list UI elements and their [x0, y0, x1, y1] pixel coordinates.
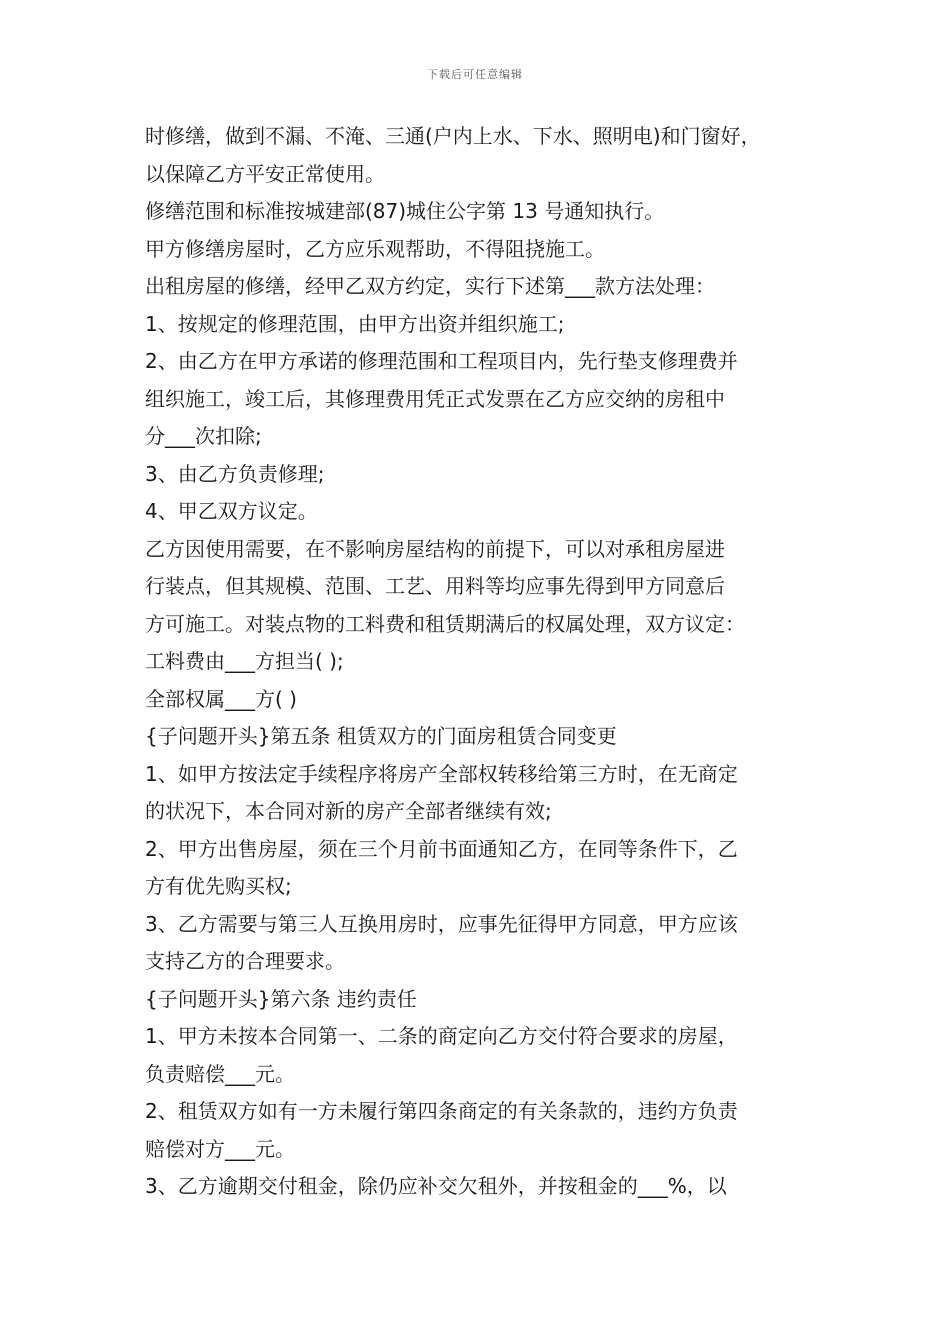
text-line: 乙方因使用需要，在不影响房屋结构的前提下，可以对承租房屋进 — [145, 536, 725, 561]
text-line: 2、由乙方在甲方承诺的修理范围和工程项目内，先行垫支修理费并 — [145, 349, 738, 373]
text-line: 2、甲方出售房屋，须在三个月前书面通知乙方，在同等条件下，乙 — [145, 836, 738, 861]
section-heading: {子问题开头}第六条 违约责任 — [145, 986, 417, 1011]
text-line: 方可施工。对装点物的工料费和租赁期满后的权属处理，双方议定： — [145, 611, 745, 636]
text-line: 分___次扣除; — [145, 424, 262, 448]
text-line: 负责赔偿___元。 — [145, 1061, 295, 1086]
text-line: 修缮范围和标准按城建部(87)城住公字第 13 号通知执行。 — [145, 199, 665, 223]
text-line: 的状况下，本合同对新的房产全部者继续有效; — [145, 799, 552, 823]
page-header: 下载后可任意编辑 — [427, 68, 523, 81]
text-line: 4、甲乙双方议定。 — [145, 499, 318, 523]
text-line: 3、由乙方负责修理; — [145, 461, 325, 486]
text-line: 甲方修缮房屋时，乙方应乐观帮助，不得阻挠施工。 — [145, 236, 605, 261]
text-line: 支持乙方的合理要求。 — [145, 949, 345, 973]
section-heading: {子问题开头}第五条 租赁双方的门面房租赁合同变更 — [145, 724, 617, 748]
document-body — [145, 118, 825, 1206]
text-line: 1、按规定的修理范围，由甲方出资并组织施工; — [145, 311, 565, 336]
text-line: 赔偿对方___元。 — [145, 1136, 295, 1161]
text-line: 2、租赁双方如有一方未履行第四条商定的有关条款的，违约方负责 — [145, 1099, 738, 1123]
text-line: 方有优先购买权; — [145, 874, 292, 898]
text-line: 行装点，但其规模、范围、工艺、用料等均应事先得到甲方同意后 — [145, 574, 725, 598]
text-line: 全部权属___方( ) — [145, 686, 297, 711]
text-line: 以保障乙方平安正常使用。 — [145, 161, 385, 186]
text-line: 1、如甲方按法定手续程序将房产全部权转移给第三方时，在无商定 — [145, 761, 738, 786]
text-line: 工料费由___方担当( ); — [145, 649, 344, 673]
text-line: 1、甲方未按本合同第一、二条的商定向乙方交付符合要求的房屋， — [145, 1024, 738, 1048]
text-line: 出租房屋的修缮，经甲乙双方约定，实行下述第___款方法处理： — [145, 274, 715, 298]
text-line: 时修缮，做到不漏、不淹、三通(户内上水、下水、照明电)和门窗好， — [145, 124, 761, 148]
text-line: 3、乙方逾期交付租金，除仍应补交欠租外，并按租金的___%，以 — [145, 1174, 727, 1198]
text-line: 3、乙方需要与第三人互换用房时，应事先征得甲方同意，甲方应该 — [145, 911, 738, 936]
text-line: 组织施工，竣工后，其修理费用凭正式发票在乙方应交纳的房租中 — [145, 386, 725, 411]
